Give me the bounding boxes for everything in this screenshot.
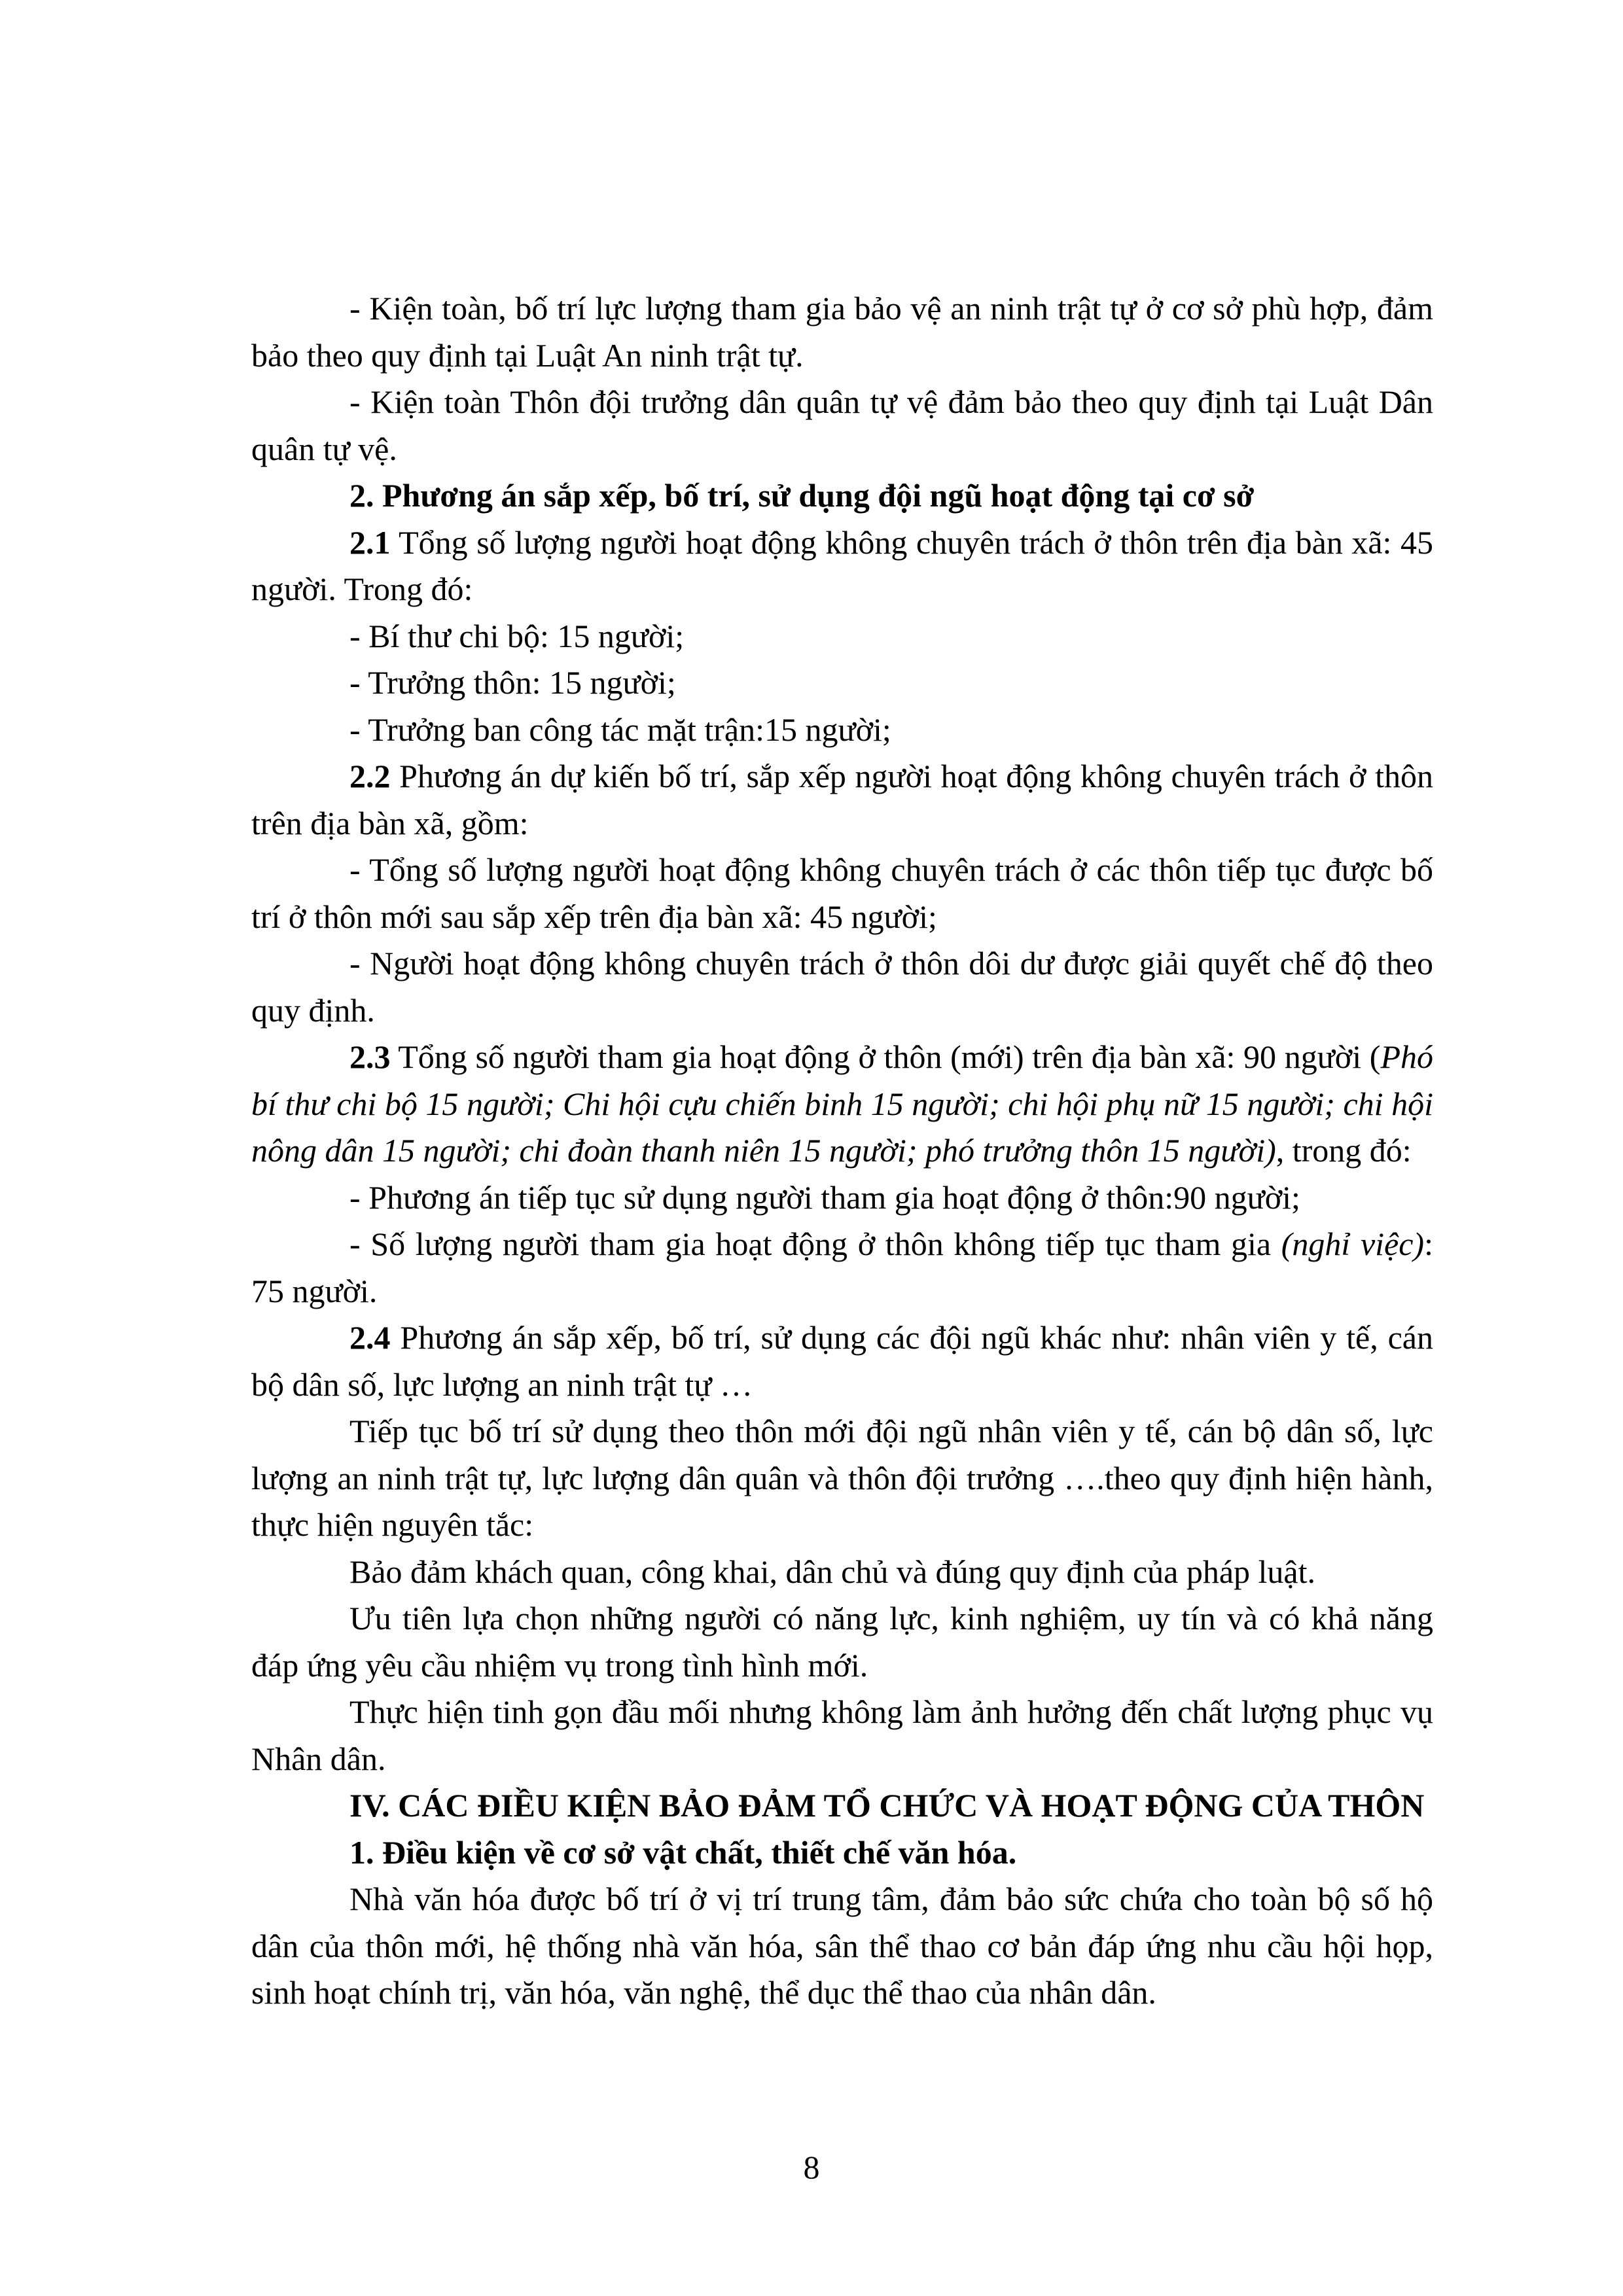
- section-heading: 1. Điều kiện về cơ sở vật chất, thiết chế văn hóa.: [349, 1833, 1017, 1871]
- paragraph: Ưu tiên lựa chọn những người có năng lực, kinh nghiệm, uy tín và có khả năng đáp ứng yêu cầu nhiệm vụ trong tình hình mới.: [251, 1600, 1433, 1684]
- document-body: [251, 285, 1433, 2017]
- paragraph: Tiếp tục bố trí sử dụng theo thôn mới đội ngũ nhân viên y tế, cán bộ dân số, lực lượng an ninh trật tự, lực lượng dân quân và thôn đội trưởng ….theo quy định hiện hành, thực hiện nguyên tắc:: [251, 1413, 1433, 1543]
- numbered-paragraph: [251, 520, 1433, 613]
- paragraph-bullet: [251, 1221, 1433, 1315]
- paragraph-group-2: [251, 1315, 1433, 2017]
- paragraph: - Bí thư chi bộ: 15 người;: [349, 617, 685, 654]
- paragraph-text: Tổng số lượng người hoạt động không chuyên trách ở thôn trên địa bàn xã: 45 người. Trong đó:: [251, 523, 1433, 607]
- italic-text: Phó bí thư chi bộ 15 người; Chi hội cựu chiến binh 15 người; chi hội phụ nữ 15 người; chi hội nông dân 15 người; chi đoàn thanh niên 15 người; phó trưởng thôn 15 người): [251, 1038, 1433, 1169]
- paragraph-text: , trong đó:: [1275, 1132, 1412, 1169]
- numbered-paragraph: [251, 753, 1433, 847]
- paragraph: - Trưởng thôn: 15 người;: [349, 664, 676, 701]
- paragraph: Nhà văn hóa được bố trí ở vị trí trung tâm, đảm bảo sức chứa cho toàn bộ số hộ dân của thôn mới, hệ thống nhà văn hóa, sân thể thao cơ bản đáp ứng nhu cầu hội họp, sinh hoạt chính trị, văn hóa, văn nghệ, thể dục thể thao của nhân dân.: [251, 1881, 1433, 2011]
- paragraph-text: Phương án dự kiến bố trí, sắp xếp người hoạt động không chuyên trách ở thôn trên địa bàn xã, gồm:: [251, 758, 1433, 841]
- paragraph-text: : 75 người.: [251, 1226, 1433, 1309]
- paragraph: - Kiện toàn, bố trí lực lượng tham gia bảo vệ an ninh trật tự ở cơ sở phù hợp, đảm bảo theo quy định tại Luật An ninh trật tự.: [251, 290, 1433, 374]
- paragraph-text: Phương án sắp xếp, bố trí, sử dụng các đội ngũ khác như: nhân viên y tế, cán bộ dân số, lực lượng an ninh trật tự …: [251, 1319, 1433, 1403]
- paragraph: Thực hiện tinh gọn đầu mối nhưng không làm ảnh hưởng đến chất lượng phục vụ Nhân dân.: [251, 1693, 1433, 1777]
- paragraph: Bảo đảm khách quan, công khai, dân chủ và đúng quy định của pháp luật.: [349, 1553, 1316, 1590]
- paragraph-2-3: [251, 1034, 1433, 1174]
- page-number: 8: [803, 2149, 820, 2185]
- paragraph: - Trưởng ban công tác mặt trận:15 người;: [349, 711, 891, 748]
- section-heading: IV. CÁC ĐIỀU KIỆN BẢO ĐẢM TỔ CHỨC VÀ HOẠT ĐỘNG CỦA THÔN: [349, 1787, 1425, 1824]
- paragraph-bullet: - Phương án tiếp tục sử dụng người tham gia hoạt động ở thôn:90 người;: [349, 1178, 1300, 1216]
- section-heading: 2. Phương án sắp xếp, bố trí, sử dụng đội ngũ hoạt động tại cơ sở: [349, 477, 1255, 514]
- section-number: 2.1: [349, 523, 391, 561]
- paragraph: - Người hoạt động không chuyên trách ở thôn dôi dư được giải quyết chế độ theo quy định.: [251, 945, 1433, 1029]
- paragraph: - Tổng số lượng người hoạt động không chuyên trách ở các thôn tiếp tục được bố trí ở thôn mới sau sắp xếp trên địa bàn xã: 45 người;: [251, 851, 1433, 935]
- numbered-paragraph: [251, 1315, 1433, 1408]
- paragraph-group-1: [251, 285, 1433, 1034]
- section-number: 2.3: [349, 1038, 391, 1075]
- paragraph-text: - Số lượng người tham gia hoạt động ở thôn không tiếp tục tham gia: [349, 1226, 1281, 1262]
- italic-text: (nghỉ việc): [1281, 1226, 1425, 1262]
- section-number: 2.4: [349, 1319, 391, 1356]
- paragraph-text: Tổng số người tham gia hoạt động ở thôn (mới) trên địa bàn xã: 90 người (: [390, 1038, 1381, 1075]
- section-number: 2.2: [349, 758, 391, 794]
- paragraph: - Kiện toàn Thôn đội trưởng dân quân tự vệ đảm bảo theo quy định tại Luật Dân quân tự vệ.: [251, 383, 1433, 467]
